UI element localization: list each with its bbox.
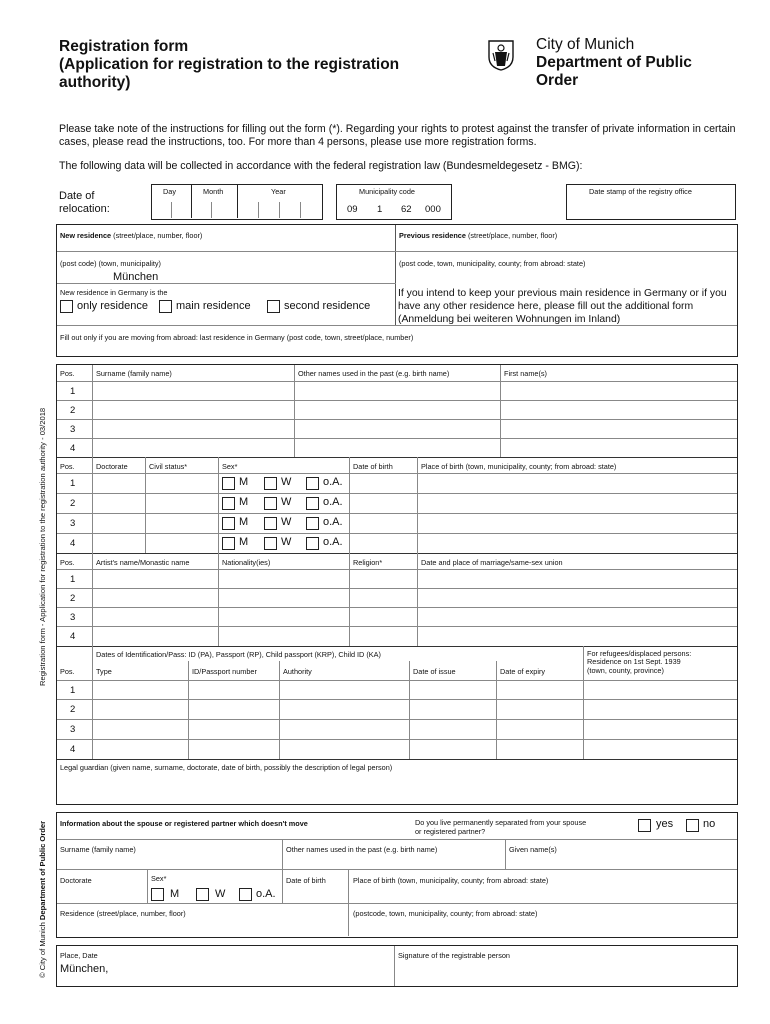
row-num: 3 xyxy=(70,518,76,529)
row-num: 2 xyxy=(70,704,76,715)
law-text: The following data will be collected in accordance with the federal registration law (Bundesmeldegesetz - BMG): xyxy=(59,160,583,172)
sex-header: Sex* xyxy=(222,462,238,471)
instructions-text: Please take note of the instructions for filling out the form (*). Regarding your rights to protest against the transfer of private information in certain cases, please read the instructions, too. For more than 4 persons, please use more registration forms. xyxy=(59,123,736,148)
place-date-label: Place, Date xyxy=(60,951,98,960)
second-residence-checkbox[interactable] xyxy=(267,300,280,313)
sex-w-checkbox[interactable] xyxy=(264,497,277,510)
sex-oa-checkbox[interactable] xyxy=(306,537,319,550)
date-stamp-label: Date stamp of the registry office xyxy=(589,187,692,196)
row-num: 4 xyxy=(70,631,76,642)
row-num: 4 xyxy=(70,538,76,549)
row-num: 3 xyxy=(70,612,76,623)
row-num: 1 xyxy=(70,574,76,585)
spouse-sex-w-checkbox[interactable] xyxy=(196,888,209,901)
spouse-heading: Information about the spouse or registered partner which doesn't move xyxy=(60,819,308,828)
marriage-header: Date and place of marriage/same-sex union xyxy=(421,558,563,567)
spouse-pob-label: Place of birth (town, municipality, county; from abroad: state) xyxy=(353,876,549,885)
civil-status-header: Civil status* xyxy=(149,462,188,471)
row-num: 1 xyxy=(70,478,76,489)
sex-oa-checkbox[interactable] xyxy=(306,477,319,490)
sex-m-checkbox[interactable] xyxy=(222,517,235,530)
doctorate-header: Doctorate xyxy=(96,462,128,471)
spouse-sex-m-checkbox[interactable] xyxy=(151,888,164,901)
city-header: City of Munich Department of Public Order xyxy=(536,36,692,89)
row-num: 1 xyxy=(70,685,76,696)
pob-header: Place of birth (town, municipality, county; from abroad: state) xyxy=(421,462,617,471)
signature-label: Signature of the registrable person xyxy=(398,951,510,960)
spouse-postcode-label: (postcode, town, municipality, county; from abroad: state) xyxy=(353,909,538,918)
sex-oa-checkbox[interactable] xyxy=(306,497,319,510)
previous-postcode-label: (post code, town, municipality, county; from abroad: state) xyxy=(399,259,586,268)
dob-header: Date of birth xyxy=(353,462,393,471)
sex-m-label: M xyxy=(239,516,249,528)
first-names-header: First name(s) xyxy=(504,369,547,378)
id-header: Dates of Identification/Pass: ID (PA), Passport (RP), Child passport (KRP), Child ID (KA) xyxy=(96,650,381,659)
id-number-header: ID/Passport number xyxy=(192,667,257,676)
separated-yes-label: yes xyxy=(656,818,674,830)
germany-residence-label: New residence in Germany is the xyxy=(60,288,168,297)
date-of-issue-header: Date of issue xyxy=(413,667,456,676)
sex-w-label: W xyxy=(281,496,292,508)
surname-header: Surname (family name) xyxy=(96,369,172,378)
refugee-header: For refugees/displaced persons: Residence on 1st Sept. 1939 (town, county, province) xyxy=(587,649,692,675)
second-residence-label: second residence xyxy=(284,300,371,312)
pos-header: Pos. xyxy=(60,369,75,378)
form-title: Registration form (Application for registration to the registration authority) xyxy=(59,38,400,91)
separated-question: Do you live permanently separated from your spouse or registered partner? xyxy=(415,818,587,836)
date-of-expiry-header: Date of expiry xyxy=(500,667,546,676)
separated-yes-checkbox[interactable] xyxy=(638,819,651,832)
row-num: 2 xyxy=(70,405,76,416)
spouse-dob-label: Date of birth xyxy=(286,876,326,885)
sex-oa-label: o.A. xyxy=(323,476,343,488)
main-residence-checkbox[interactable] xyxy=(159,300,172,313)
spouse-sex-w-label: W xyxy=(215,888,226,900)
sex-oa-label: o.A. xyxy=(323,496,343,508)
sex-w-checkbox[interactable] xyxy=(264,517,277,530)
sex-m-checkbox[interactable] xyxy=(222,497,235,510)
abroad-note: Fill out only if you are moving from abroad: last residence in Germany (post code, town, street/place, number) xyxy=(60,333,414,342)
religion-header: Religion* xyxy=(353,558,383,567)
row-num: 4 xyxy=(70,443,76,454)
sex-w-label: W xyxy=(281,536,292,548)
munich-crest-icon xyxy=(486,39,516,71)
postcode-label: (post code) (town, municipality) xyxy=(60,259,161,268)
sex-w-label: W xyxy=(281,516,292,528)
spouse-other-names-label: Other names used in the past (e.g. birth name) xyxy=(286,845,438,854)
relocation-label: Date of relocation: xyxy=(59,190,110,215)
main-residence-label: main residence xyxy=(176,300,251,312)
sex-w-checkbox[interactable] xyxy=(264,477,277,490)
additional-residence-note: If you intend to keep your previous main residence in Germany or if you have any other residence here, please fill out the additional form (Anmeldung bei weiteren Wohnungen im Inland) xyxy=(398,288,727,325)
row-num: 3 xyxy=(70,424,76,435)
spouse-doctorate-label: Doctorate xyxy=(60,876,92,885)
municipality-code-label: Municipality code xyxy=(359,187,415,196)
previous-residence-label: Previous residence (street/place, number, floor) xyxy=(399,231,558,240)
signature-section xyxy=(56,945,738,987)
muni-code-2: 1 xyxy=(377,204,383,215)
legal-guardian-label: Legal guardian (given name, surname, doctorate, date of birth, possibly the description of legal person) xyxy=(60,763,393,772)
sex-oa-checkbox[interactable] xyxy=(306,517,319,530)
other-names-header: Other names used in the past (e.g. birth name) xyxy=(298,369,450,378)
muni-code-1: 09 xyxy=(347,204,358,215)
sex-m-label: M xyxy=(239,496,249,508)
only-residence-checkbox[interactable] xyxy=(60,300,73,313)
spouse-residence-label: Residence (street/place, number, floor) xyxy=(60,909,186,918)
new-residence-label: New residence (street/place, number, floor) xyxy=(60,231,203,240)
sex-w-label: W xyxy=(281,476,292,488)
sex-m-label: M xyxy=(239,476,249,488)
spouse-surname-label: Surname (family name) xyxy=(60,845,136,854)
row-num: 2 xyxy=(70,593,76,604)
separated-no-label: no xyxy=(703,818,716,830)
spouse-sex-m-label: M xyxy=(170,888,180,900)
spouse-sex-oa-label: o.A. xyxy=(256,888,276,900)
sex-oa-label: o.A. xyxy=(323,516,343,528)
copyright-note: © City of Munich Department of Public Order xyxy=(38,820,47,978)
form-version-note: Registration form - Application for registration to the registration authority - 03/2018 xyxy=(38,407,47,686)
sex-m-checkbox[interactable] xyxy=(222,537,235,550)
day-label: Day xyxy=(163,187,176,196)
sex-m-label: M xyxy=(239,536,249,548)
muni-code-3: 62 xyxy=(401,204,412,215)
sex-w-checkbox[interactable] xyxy=(264,537,277,550)
nationality-header: Nationality(ies) xyxy=(222,558,271,567)
row-num: 2 xyxy=(70,498,76,509)
separated-no-checkbox[interactable] xyxy=(686,819,699,832)
type-header: Type xyxy=(96,667,112,676)
artist-name-header: Artist's name/Monastic name xyxy=(96,558,190,567)
spouse-given-names-label: Given name(s) xyxy=(509,845,557,854)
sex-m-checkbox[interactable] xyxy=(222,477,235,490)
row-num: 1 xyxy=(70,386,76,397)
row-num: 3 xyxy=(70,724,76,735)
muni-code-4: 000 xyxy=(425,204,441,215)
place-date-field[interactable]: München, xyxy=(60,963,109,975)
pos-header: Pos. xyxy=(60,462,75,471)
spouse-sex-oa-checkbox[interactable] xyxy=(239,888,252,901)
month-label: Month xyxy=(203,187,224,196)
row-num: 4 xyxy=(70,744,76,755)
sex-oa-label: o.A. xyxy=(323,536,343,548)
only-residence-label: only residence xyxy=(77,300,148,312)
pos-header: Pos. xyxy=(60,558,75,567)
new-residence-town[interactable]: München xyxy=(113,271,159,283)
spouse-sex-label: Sex* xyxy=(151,874,167,883)
pos-header: Pos. xyxy=(60,667,75,676)
authority-header: Authority xyxy=(283,667,312,676)
year-label: Year xyxy=(271,187,286,196)
